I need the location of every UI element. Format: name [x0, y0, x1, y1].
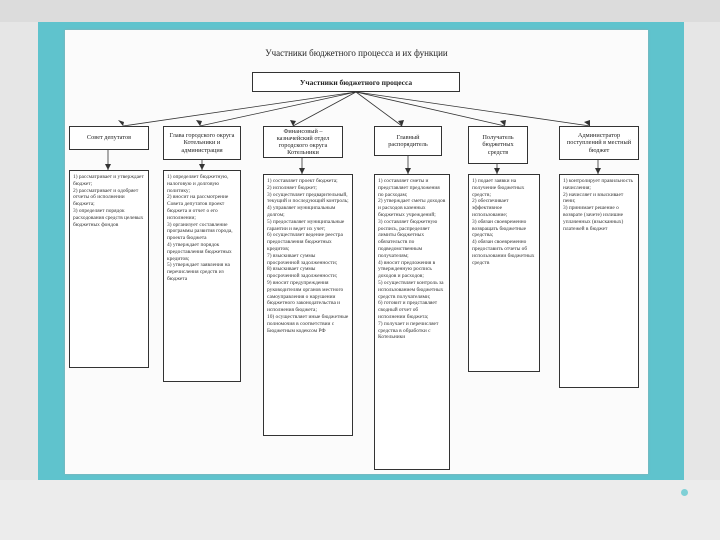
functions-revenue-administrator: 1) контролирует правильность начисления; 2) начисляет и взыскивает пени; 3) принимает решение о возврате (зачете) излишне уплаченных (взысканных) платежей в бюджет [559, 174, 639, 388]
participant-head-administration: Глава городского округа Котельники и администрация [163, 126, 241, 160]
diagram-title: Участники бюджетного процесса и их функции [265, 48, 448, 58]
participant-funds-recipient: Получатель бюджетных средств [468, 126, 528, 164]
participant-revenue-administrator: Администратор поступлений в местный бюджет [559, 126, 639, 160]
functions-council: 1) рассматривает и утверждает бюджет; 2) рассматривает и одобряет отчеты об исполнении бюджета; 3) определяет порядок расходования средств целевых бюджетных фондов [69, 170, 149, 368]
bottom-edge [0, 480, 720, 540]
participant-chief-manager: Главный распорядитель [374, 126, 442, 156]
functions-head-administration: 1) определяет бюджетную, налоговую и долговую политику; 2) вносит на рассмотрение Совета депутатов проект бюджета и отчет о его исполнении; 3) организует составление программы развития города, проекта бюджета 4) утверждает порядок предоставления бюджетных кредитов; 5) утверждает заявления на перечисления средств из бюджета [163, 170, 241, 382]
root-box: Участники бюджетного процесса [252, 72, 460, 92]
scanned-document [65, 30, 648, 474]
functions-chief-manager: 1) составляет сметы и представляет предложения по расходам; 2) утверждает сметы доходов и расходов казенных бюджетных учреждений; 3) составляет бюджетную роспись, распределяет лимиты бюджетных обязательств по подведомственным получателям; 4) вносит предложения в утвержденную роспись доходов и расходов; 5) осуществляет контроль за использованием бюджетных средств получателями; 6) готовит и представляет сводный отчет об исполнении бюджета; 7) получает и перечисляет средства в обработки с Котельники [374, 174, 450, 470]
top-edge [0, 0, 720, 22]
participant-council: Совет депутатов [69, 126, 149, 150]
functions-funds-recipient: 1) подает заявки на получение бюджетных средств; 2) обеспечивает эффективное использование; 3) обязан своевременно возвращать бюджетные средства; 4) обязан своевременно предоставить отчеты об использовании бюджетных средств [468, 174, 540, 372]
participant-finance-department: Финансовый – казначейский отдел городского округа Котельники [263, 126, 343, 158]
corner-dot-icon [681, 489, 688, 496]
functions-finance-department: 1) составляет проект бюджета; 2) исполняет бюджет; 3) осуществляет предварительный, текущий и последующий контроль; 4) управляет муниципальным долгом; 5) предоставляет муниципальные гарантии и ведет их учет; 6) осуществляет ведение реестра предоставления бюджетных кредитов; 7) взыскивает суммы просроченной задолженности; 8) взыскивает суммы просроченной задолженности; 9) вносит предупреждения руководителям органов местного самоуправления о нарушении бюджетного законодательства и исполнения бюджета; 10) осуществляет иные бюджетные полномочия в соответствии с Бюджетным кодексом РФ [263, 174, 353, 436]
